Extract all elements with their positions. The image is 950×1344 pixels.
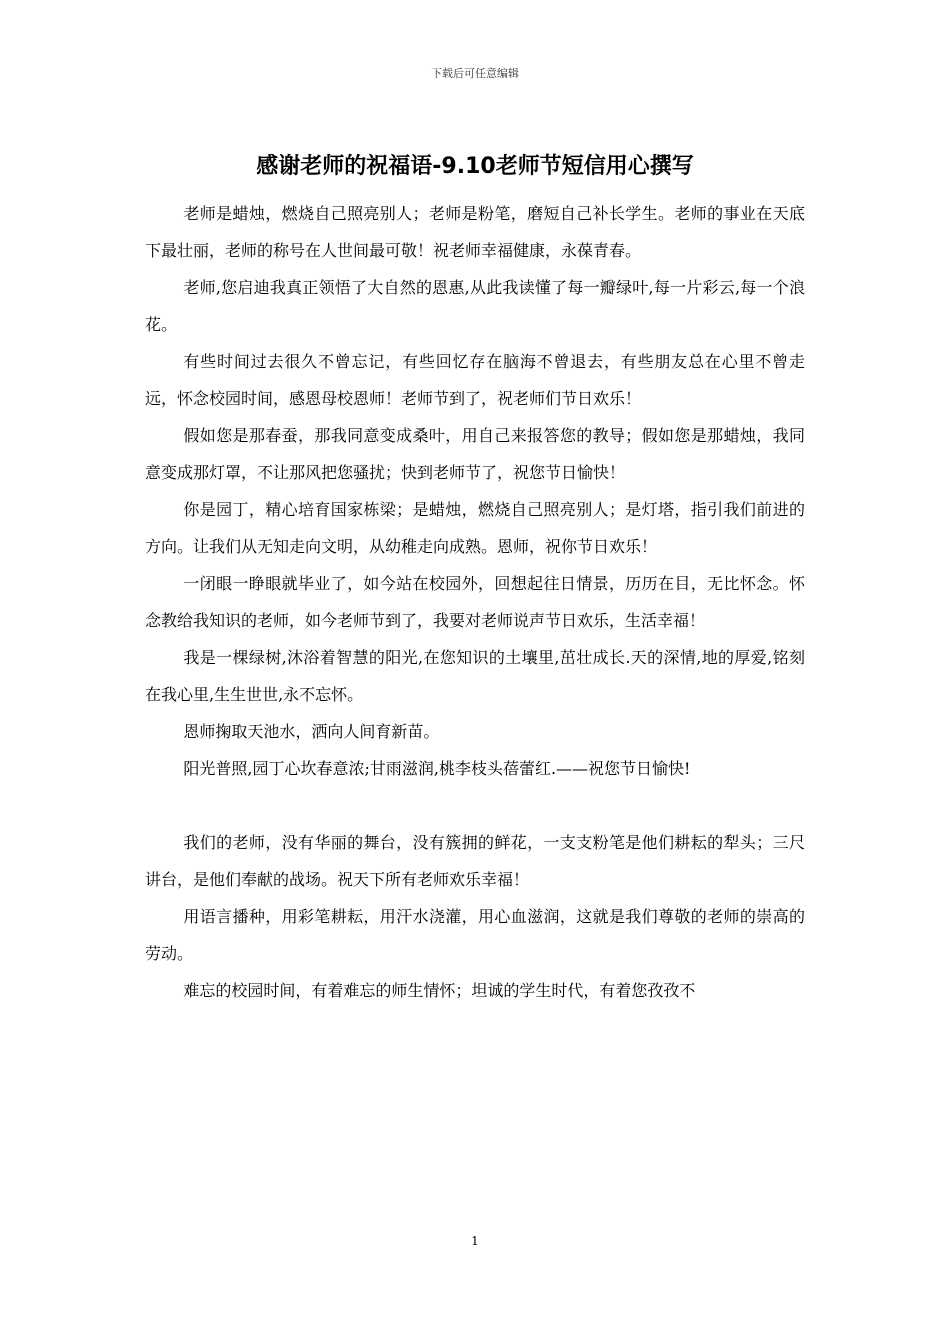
paragraph: 难忘的校园时间，有着难忘的师生情怀；坦诚的学生时代，有着您孜孜不 [183, 981, 696, 1000]
paragraph: 老师是蜡烛，燃烧自己照亮别人；老师是粉笔，磨短自己补长学生。老师的事业在天底下最壮丽，老师的称号在人世间最可敬！祝老师幸福健康，永葆青春。 [145, 204, 805, 260]
header-note: 下载后可任意编辑 [431, 67, 519, 80]
document-title: 感谢老师的祝福语-9.10老师节短信用心撰写 [256, 154, 694, 179]
paragraph: 一闭眼一睁眼就毕业了，如今站在校园外，回想起往日情景，历历在目，无比怀念。怀念教给我知识的老师，如今老师节到了，我要对老师说声节日欢乐，生活幸福！ [145, 574, 805, 630]
paragraph: 有些时间过去很久不曾忘记，有些回忆存在脑海不曾退去，有些朋友总在心里不曾走远，怀念校园时间，感恩母校恩师！老师节到了，祝老师们节日欢乐！ [145, 352, 805, 408]
paragraph: 我是一棵绿树,沐浴着智慧的阳光,在您知识的土壤里,茁壮成长.天的深情,地的厚爱,铭刻在我心里,生生世世,永不忘怀。 [145, 648, 805, 704]
paragraph: 恩师掬取天池水，洒向人间育新苗。 [183, 722, 440, 741]
paragraph: 你是园丁，精心培育国家栋梁；是蜡烛，燃烧自己照亮别人；是灯塔，指引我们前进的方向。让我们从无知走向文明，从幼稚走向成熟。恩师，祝你节日欢乐！ [145, 500, 805, 556]
paragraph: 假如您是那春蚕，那我同意变成桑叶，用自己来报答您的教导；假如您是那蜡烛，我同意变成那灯罩，不让那风把您骚扰；快到老师节了，祝您节日愉快！ [145, 426, 805, 482]
paragraph: 老师,您启迪我真正领悟了大自然的恩惠,从此我读懂了每一瓣绿叶,每一片彩云,每一个浪花。 [145, 278, 805, 334]
paragraph: 我们的老师，没有华丽的舞台，没有簇拥的鲜花，一支支粉笔是他们耕耘的犁头；三尺讲台，是他们奉献的战场。祝天下所有老师欢乐幸福！ [145, 833, 805, 889]
document-body [145, 195, 805, 1009]
page-number: 1 [471, 1234, 479, 1248]
paragraph: 用语言播种，用彩笔耕耘，用汗水浇灌，用心血滋润，这就是我们尊敬的老师的崇高的劳动。 [145, 907, 805, 963]
paragraph: 阳光普照,园丁心坎春意浓;甘雨滋润,桃李枝头蓓蕾红.——祝您节日愉快! [183, 759, 691, 778]
